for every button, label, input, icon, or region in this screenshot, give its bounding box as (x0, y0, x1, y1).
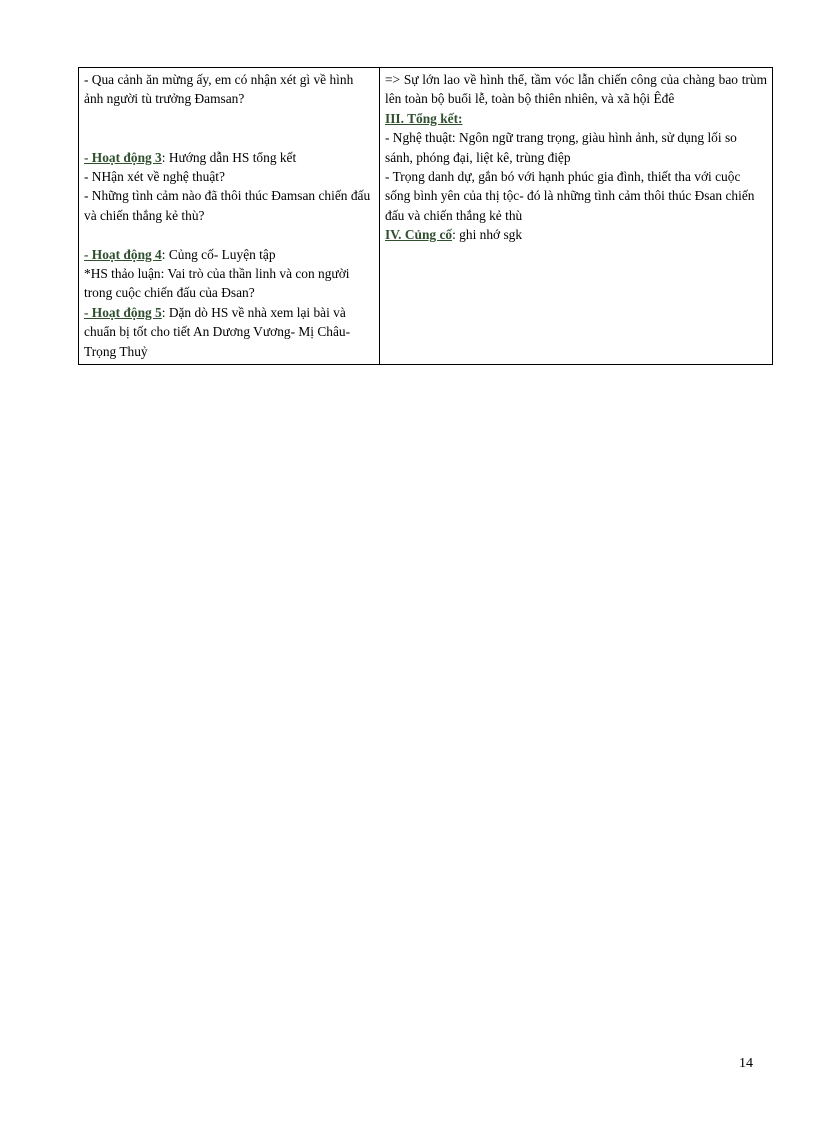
spacer (84, 225, 374, 244)
activity-5 (84, 303, 374, 361)
conclusion-text: => Sự lớn lao về hình thể, tầm vóc lẫn chiến công của chàng bao trùm lên toàn bộ buổi lễ, toàn bộ thiên nhiên, và xã hội Êđê (385, 72, 767, 107)
question-intro: - Qua cảnh ăn mừng ấy, em có nhận xét gì về hình ảnh người tù trưởng Đamsan? (84, 72, 354, 107)
activity-5-text: : Dặn dò HS về nhà xem lại bài và chuẩn bị tốt cho tiết An Dương Vương- Mị Châu- Trọng Thuỷ (84, 304, 351, 359)
section-3-item-1: - Nghệ thuật: Ngôn ngữ trang trọng, giàu hình ảnh, sử dụng lối so sánh, phóng đại, liệt kê, trùng điệp (385, 130, 737, 165)
activity-4-item-1: *HS thảo luận: Vai trò của thần linh và con người trong cuộc chiến đấu của Đsan? (84, 266, 350, 301)
section-3-title: III. Tổng kết: (385, 110, 463, 126)
activity-3-item-1: - NHận xét về nghệ thuật? (84, 169, 225, 185)
activity-4 (84, 245, 374, 264)
table-row (79, 68, 773, 365)
activity-3-item-2: - Những tình cảm nào đã thôi thúc Đamsan chiến đấu và chiến thắng kẻ thù? (84, 188, 371, 223)
activity-3-text: : Hướng dẫn HS tổng kết (161, 149, 297, 165)
activity-3-label: - Hoạt động 3 (84, 149, 162, 165)
page-number: 14 (739, 1056, 753, 1071)
activity-3 (84, 148, 374, 167)
section-4-text: : ghi nhớ sgk (452, 227, 523, 243)
activity-4-label: - Hoạt động 4 (84, 246, 162, 262)
activity-5-label: - Hoạt động 5 (84, 304, 162, 320)
content-cell (380, 68, 773, 365)
teacher-activity-cell (79, 68, 380, 365)
spacer (84, 109, 374, 148)
section-3-item-2: - Trọng danh dự, gắn bó với hạnh phúc gia đình, thiết tha với cuộc sống bình yên của thị tộc- đó là những tình cảm thôi thúc Đsan chiến đấu và chiến thắng kẻ thù (385, 169, 755, 223)
lesson-table (78, 67, 773, 365)
section-4-title: IV. Củng cố (385, 227, 453, 243)
activity-4-text: : Củng cố- Luyện tập (161, 246, 276, 262)
section-4 (385, 225, 767, 244)
